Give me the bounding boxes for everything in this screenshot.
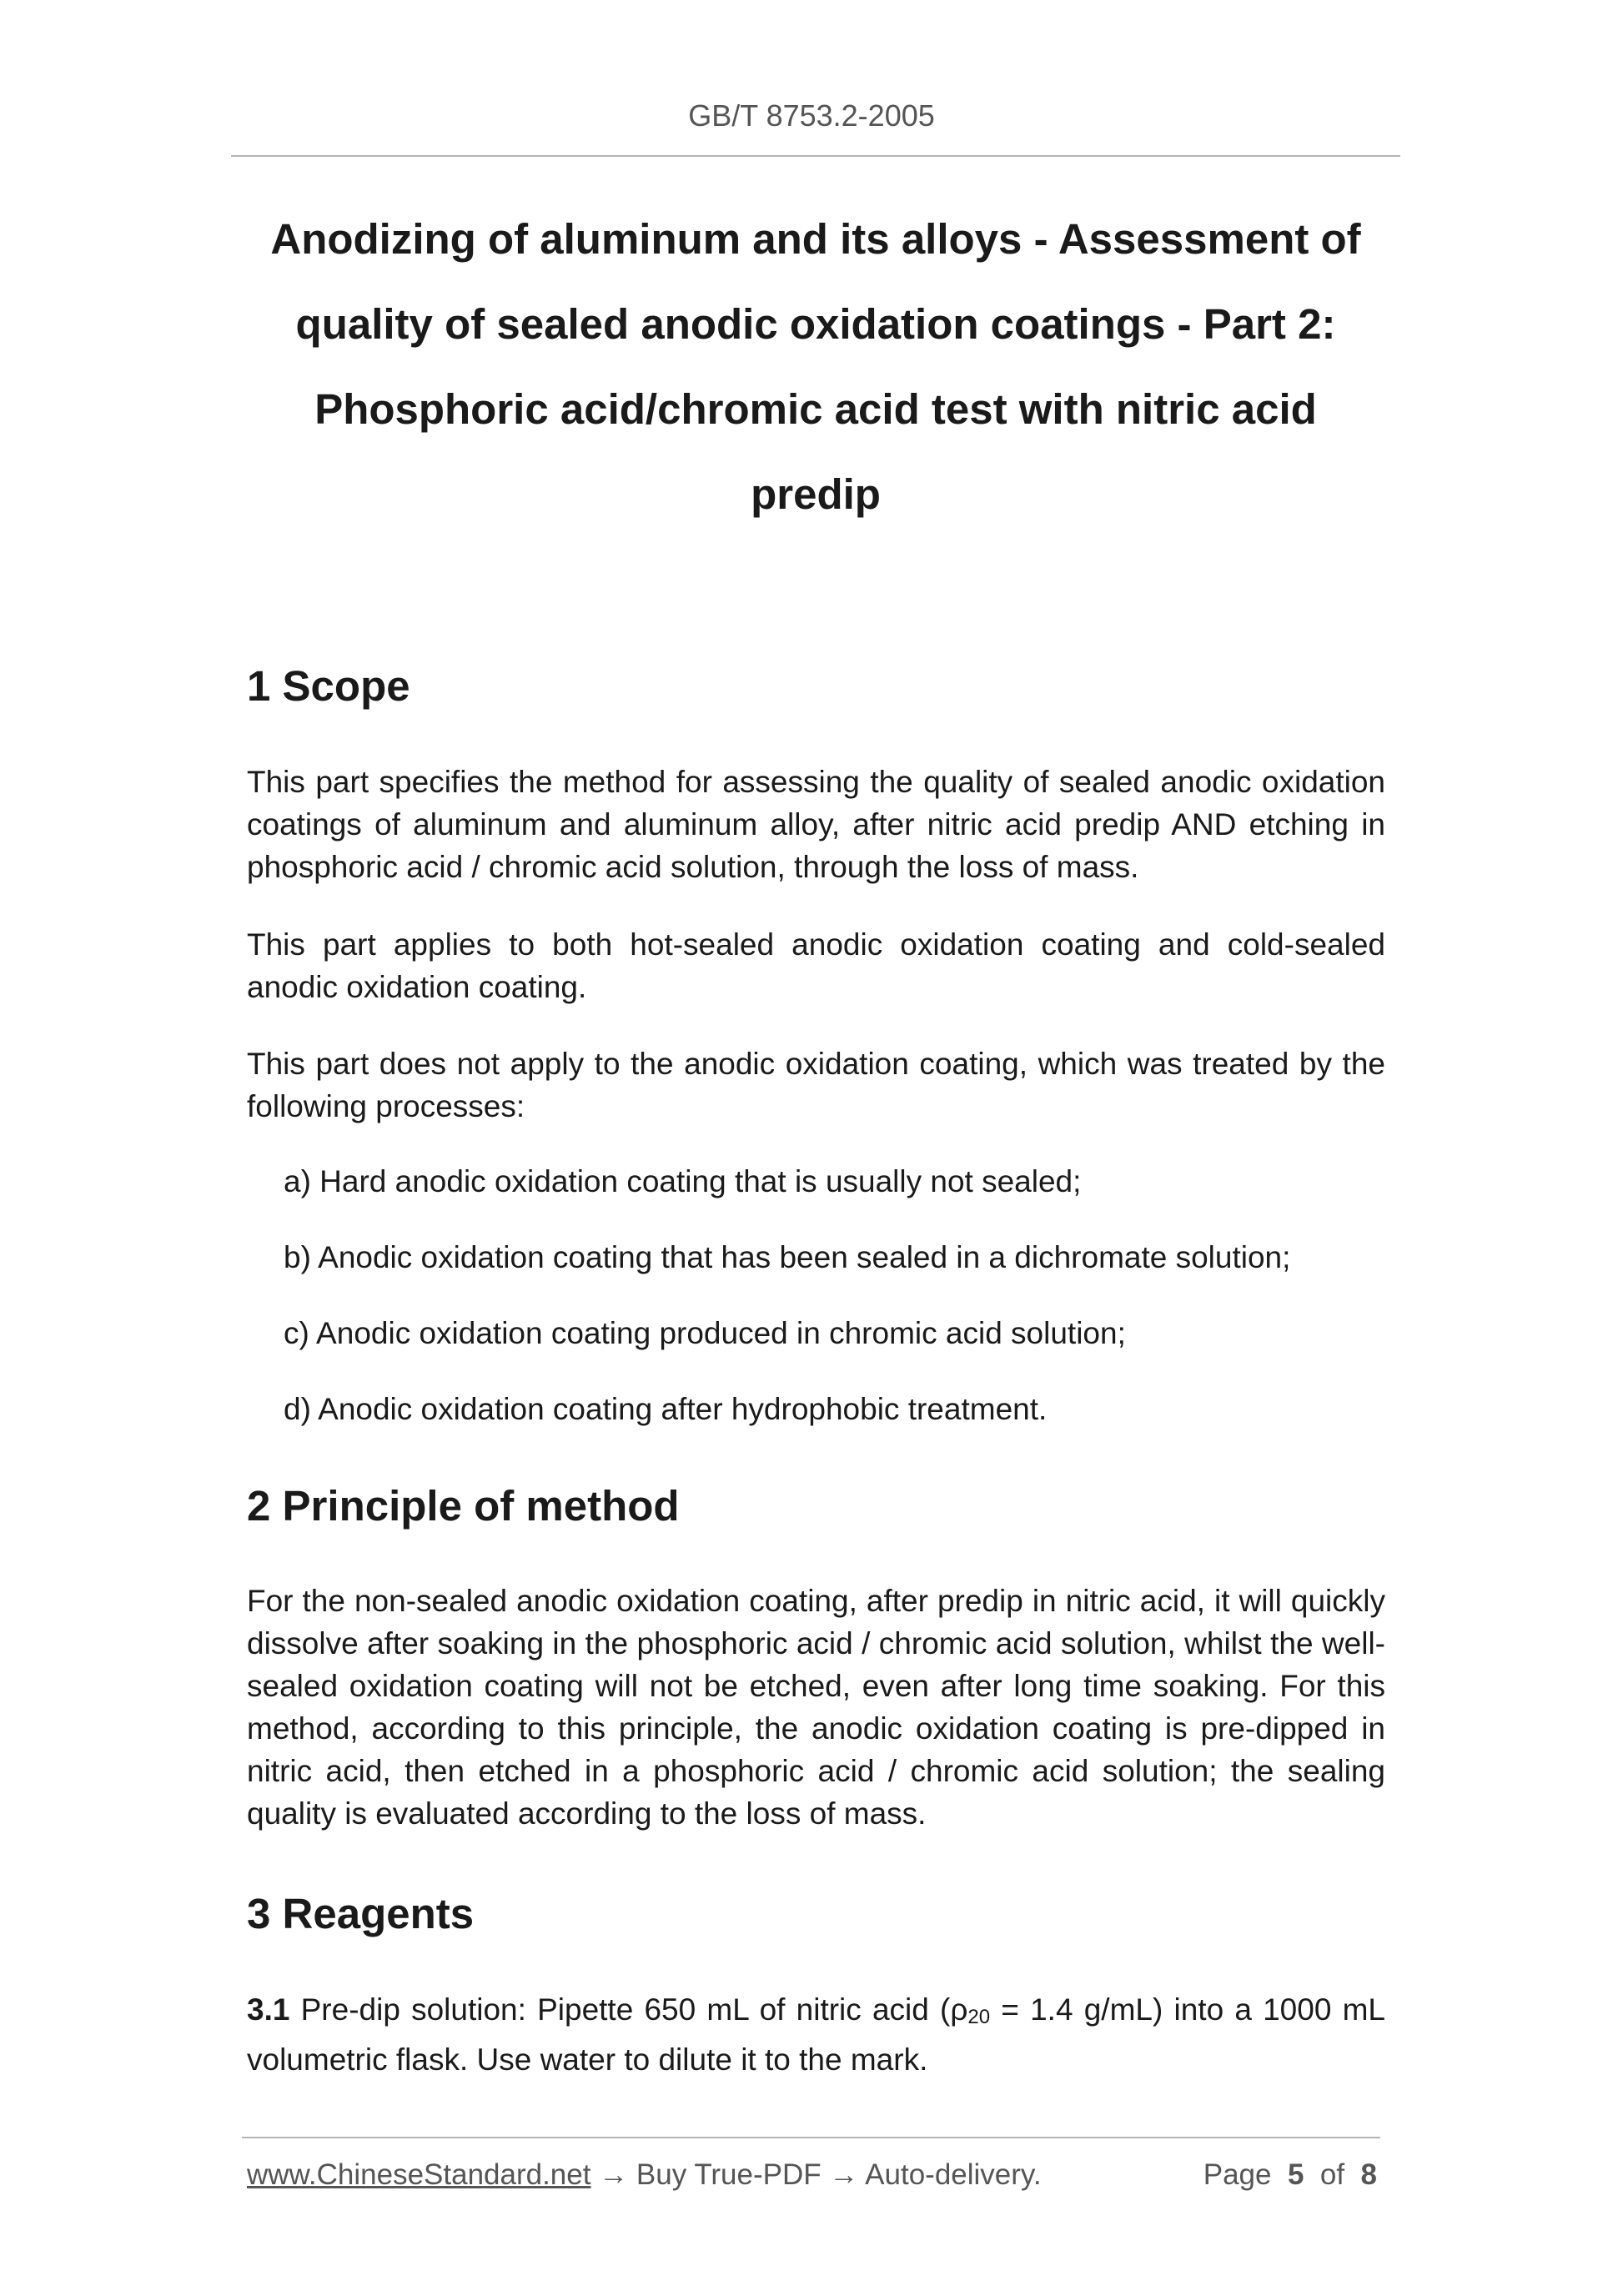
scope-paragraph-3: This part does not apply to the anodic oxidation coating, which was treated by the following processes: bbox=[247, 1047, 1385, 1123]
density-subscript: 20 bbox=[967, 2006, 991, 2028]
exclusion-list-item-b: b) Anodic oxidation coating that has been sealed in a dichromate solution; bbox=[284, 1240, 1291, 1274]
footer-divider bbox=[242, 2137, 1380, 2138]
document-title bbox=[231, 197, 1400, 537]
reagent-item-text-before: Pre-dip solution: Pipette 650 mL of nitric acid (ρ bbox=[289, 1992, 968, 2027]
principle-paragraph: For the non-sealed anodic oxidation coating, after predip in nitric acid, it will quickly dissolve after soaking in the phosphoric acid / chromic acid solution, whilst the well-sealed oxidation coating will not be etched, even after long time soaking. For this method, according to this principle, the anodic oxidation coating is pre-dipped in nitric acid, then etched in a phosphoric acid / chromic acid solution; the sealing quality is evaluated according to the loss of mass. bbox=[247, 1584, 1385, 1831]
website-link[interactable]: www.ChineseStandard.net bbox=[247, 2158, 591, 2191]
title-line-2: quality of sealed anodic oxidation coatings - Part 2: bbox=[295, 300, 1336, 348]
reagent-item-number: 3.1 bbox=[247, 1992, 290, 2027]
page-of-label: of bbox=[1319, 2158, 1345, 2191]
exclusion-list-item-d: d) Anodic oxidation coating after hydrophobic treatment. bbox=[284, 1392, 1048, 1426]
section-heading-scope: 1 Scope bbox=[247, 662, 410, 710]
header-divider bbox=[231, 155, 1400, 157]
title-line-1: Anodizing of aluminum and its alloys - Assessment of bbox=[270, 215, 1361, 263]
title-line-3: Phosphoric acid/chromic acid test with nitric acid bbox=[314, 385, 1317, 433]
footer-promo bbox=[247, 2158, 1042, 2192]
scope-paragraph-2: This part applies to both hot-sealed anodic oxidation coating and cold-sealed anodic oxidation coating. bbox=[247, 927, 1385, 1004]
scope-paragraph-1: This part specifies the method for assessing the quality of sealed anodic oxidation coatings of aluminum and aluminum alloy, after nitric acid predip AND etching in phosphoric acid / chromic acid solution, through the loss of mass. bbox=[247, 765, 1385, 884]
document-id-header: GB/T 8753.2-2005 bbox=[688, 98, 935, 133]
footer-tagline: → Buy True-PDF → Auto-delivery. bbox=[590, 2158, 1042, 2191]
reagent-item-text-after: = 1.4 g/mL) into a 1000 mL volumetric flask. Use water to dilute it to the mark. bbox=[247, 1992, 1385, 2077]
total-page-count: 8 bbox=[1360, 2158, 1377, 2191]
exclusion-list-item-a: a) Hard anodic oxidation coating that is usually not sealed; bbox=[284, 1164, 1082, 1198]
page-indicator bbox=[1203, 2158, 1377, 2192]
reagent-item-3-1 bbox=[247, 1988, 1385, 2081]
page-footer bbox=[247, 2158, 1377, 2200]
exclusion-list-item-c: c) Anodic oxidation coating produced in chromic acid solution; bbox=[284, 1316, 1126, 1350]
title-line-4: predip bbox=[751, 470, 881, 518]
current-page-number: 5 bbox=[1287, 2158, 1304, 2191]
page-label: Page bbox=[1203, 2158, 1272, 2191]
section-heading-reagents: 3 Reagents bbox=[247, 1890, 475, 1937]
section-heading-principle: 2 Principle of method bbox=[247, 1482, 680, 1530]
